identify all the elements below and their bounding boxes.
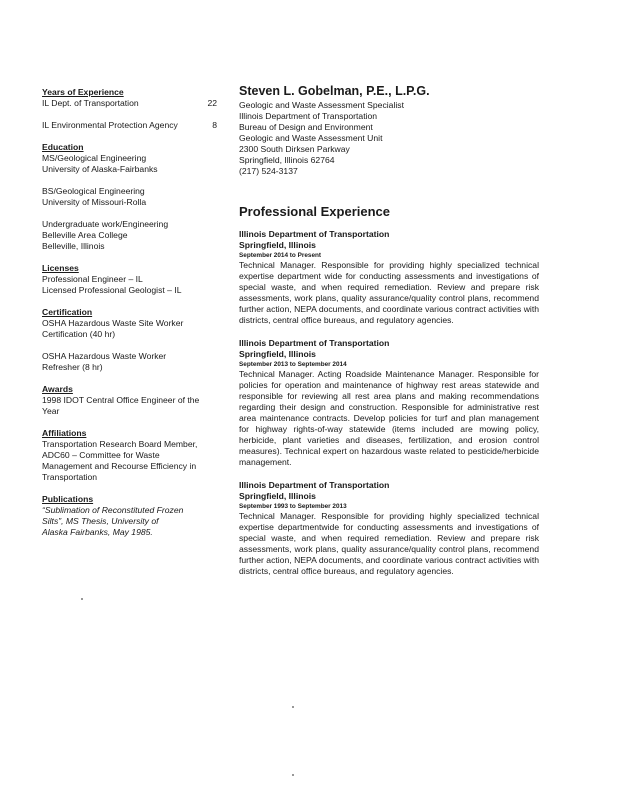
certification-heading: Certification — [42, 307, 93, 317]
right-column — [239, 84, 539, 589]
certification-line: OSHA Hazardous Waste Worker — [42, 351, 167, 361]
experience-row — [42, 98, 217, 109]
education-line: BS/Geological Engineering — [42, 186, 145, 196]
job-entry — [239, 480, 539, 577]
affiliations-section — [42, 428, 217, 483]
left-column — [42, 87, 217, 538]
contact-line: 2300 South Dirksen Parkway — [239, 144, 350, 154]
affiliation-line: Transportation Research Board Member, — [42, 439, 198, 449]
award-line: Year — [42, 406, 60, 416]
scan-speck — [292, 706, 294, 708]
professional-heading: Professional Experience — [239, 204, 391, 219]
education-section — [42, 142, 217, 252]
job-location: Springfield, Illinois — [239, 491, 316, 501]
education-heading: Education — [42, 142, 84, 152]
education-line: MS/Geological Engineering — [42, 153, 147, 163]
awards-section — [42, 384, 217, 417]
experience-years: 8 — [212, 120, 217, 130]
job-description: Technical Manager. Responsible for providing highly specialized technical expertise departmentwide for conducting assessments and investigations of special waste, and when required remediation. Review and prepare risk assessments, work plans, quality assurance/quality control plans, recommend further action, NEPA documents, and coordinate various contract activities with districts, central office bureaus, and regulatory agencies. — [239, 511, 539, 576]
certification-section — [42, 307, 217, 373]
education-line: University of Missouri-Rolla — [42, 197, 147, 207]
awards-heading: Awards — [42, 384, 73, 394]
license-line: Professional Engineer – IL — [42, 274, 143, 284]
education-line: Belleville, Illinois — [42, 241, 105, 251]
contact-line: Geologic and Waste Assessment Specialist — [239, 100, 404, 110]
experience-section — [42, 87, 217, 131]
publications-section — [42, 494, 217, 538]
contact-line: Geologic and Waste Assessment Unit — [239, 133, 383, 143]
licenses-section — [42, 263, 217, 296]
affiliation-line: Transportation — [42, 472, 98, 482]
publication-line: “Sublimation of Reconstituted Frozen — [42, 505, 184, 515]
education-line: University of Alaska-Fairbanks — [42, 164, 158, 174]
certification-line: Certification (40 hr) — [42, 329, 116, 339]
experience-label: IL Dept. of Transportation — [42, 98, 139, 108]
contact-line: Bureau of Design and Environment — [239, 122, 373, 132]
job-location: Springfield, Illinois — [239, 349, 316, 359]
experience-row — [42, 120, 217, 131]
contact-line: Springfield, Illinois 62764 — [239, 155, 335, 165]
job-dates: September 1993 to September 2013 — [239, 503, 347, 510]
publication-line: Silts”, MS Thesis, University of — [42, 516, 159, 526]
publications-heading: Publications — [42, 494, 94, 504]
job-org: Illinois Department of Transportation — [239, 338, 390, 348]
job-description: Technical Manager. Acting Roadside Maintenance Manager. Responsible for policies for operation and maintenance of highway rest areas statewide and responsible for reviewing all rest area plans and making recommendations regarding their design and construction. Responsible for administrative rest area maintenance contracts. Develop policies for turf and plan management for highway rights-of-way statewide (items included are mowing policy, herbicide, plant varieties and diseases, fertilization, and erosion control measures). Technical expert on hazardous waste related to pesticide/herbicide management. — [239, 369, 539, 467]
experience-label: IL Environmental Protection Agency — [42, 120, 178, 130]
job-location: Springfield, Illinois — [239, 240, 316, 250]
job-org: Illinois Department of Transportation — [239, 229, 390, 239]
affiliation-line: ADC60 – Committee for Waste — [42, 450, 160, 460]
job-org: Illinois Department of Transportation — [239, 480, 390, 490]
contact-line: Illinois Department of Transportation — [239, 111, 378, 121]
education-line: Belleville Area College — [42, 230, 128, 240]
contact-line: (217) 524-3137 — [239, 166, 298, 176]
job-description: Technical Manager. Responsible for providing highly specialized technical expertise department wide for conducting assessments and investigations of special waste, and when required remediation. Review and prepare risk assessments, work plans, quality assurance/quality control plans, recommend further action, NEPA documents, and coordinate various contract activities with districts, central office bureaus, and regulatory agencies. — [239, 260, 539, 325]
experience-years: 22 — [207, 98, 217, 108]
award-line: 1998 IDOT Central Office Engineer of the — [42, 395, 200, 405]
publication-line: Alaska Fairbanks, May 1985. — [42, 527, 153, 537]
job-entry — [239, 338, 539, 468]
license-line: Licensed Professional Geologist – IL — [42, 285, 182, 295]
certification-line: Refresher (8 hr) — [42, 362, 103, 372]
job-dates: September 2014 to Present — [239, 252, 322, 259]
scan-speck — [292, 774, 294, 776]
person-name: Steven L. Gobelman, P.E., L.P.G. — [239, 84, 430, 98]
scan-speck — [81, 598, 83, 600]
job-entry — [239, 229, 539, 326]
affiliation-line: Management and Recourse Efficiency in — [42, 461, 197, 471]
affiliations-heading: Affiliations — [42, 428, 87, 438]
experience-heading: Years of Experience — [42, 87, 124, 97]
certification-line: OSHA Hazardous Waste Site Worker — [42, 318, 184, 328]
licenses-heading: Licenses — [42, 263, 79, 273]
education-line: Undergraduate work/Engineering — [42, 219, 169, 229]
job-dates: September 2013 to September 2014 — [239, 361, 347, 368]
